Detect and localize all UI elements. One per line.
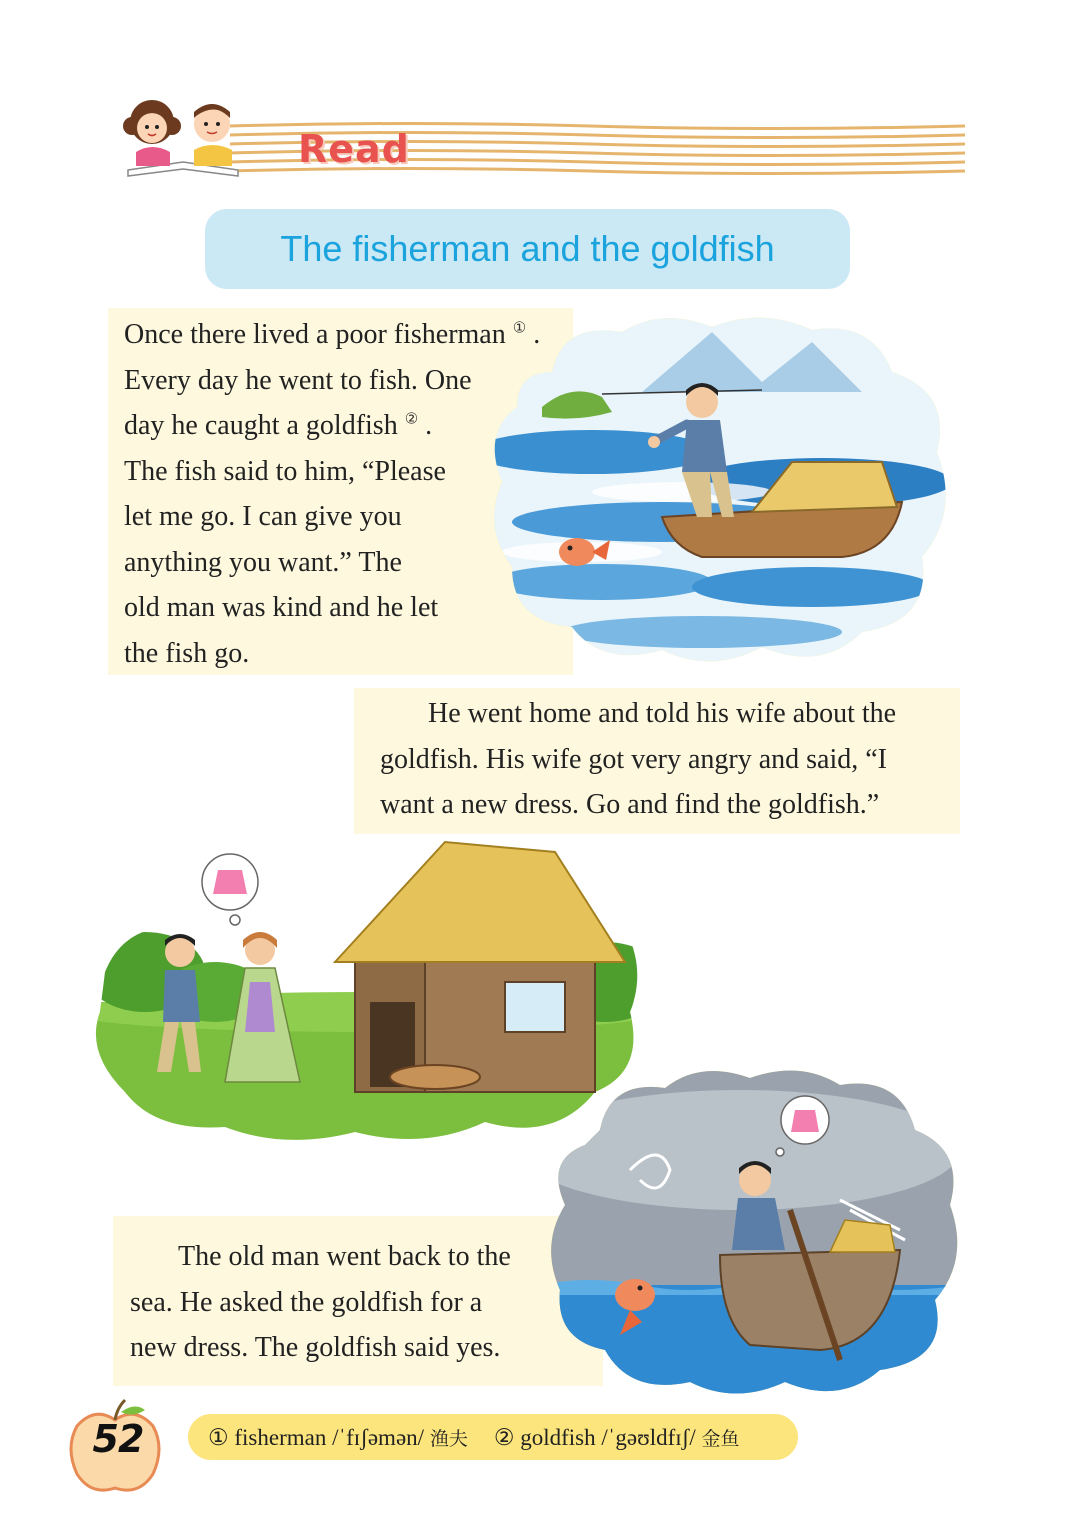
paragraph-2: [380, 691, 960, 828]
paragraph-line: the fish go.: [124, 637, 250, 669]
footnote-mark: ①: [512, 320, 527, 337]
paragraph-line: Once there lived a poor fisherman ① .: [124, 319, 541, 350]
paragraph-line: sea. He asked the goldfish for a: [130, 1286, 483, 1318]
paragraph-line: The old man went back to the: [178, 1241, 511, 1272]
story-title: The fisherman and the goldfish: [280, 228, 775, 269]
paragraph-3: [130, 1234, 580, 1371]
footnote-mark: ②: [404, 411, 419, 428]
paragraph-line: day he caught a goldfish ② .: [124, 410, 433, 441]
paragraph-line: let me go. I can give you: [124, 501, 402, 532]
paragraph-line: anything you want.” The: [124, 546, 402, 578]
fisherman-rowing-to-goldfish-illustration: [540, 1060, 965, 1405]
vocab-entry: ① fisherman /ˈfɪʃəmən/ 渔夫: [208, 1424, 468, 1450]
page-number: 52: [92, 1417, 144, 1461]
story-title-banner: [205, 209, 850, 289]
two-children-reading-icon: [118, 96, 248, 178]
section-title-read: Read: [298, 127, 410, 171]
paragraph-line: The fish said to him, “Please: [124, 455, 446, 487]
paragraph-line: old man was kind and he let: [124, 592, 439, 623]
fisherman-releasing-goldfish-illustration: [482, 312, 957, 670]
vocab-entry: ② goldfish /ˈgəʊldfɪʃ/ 金鱼: [493, 1424, 740, 1450]
paragraph-line: new dress. The goldfish said yes.: [130, 1332, 501, 1363]
paragraph-line: Every day he went to fish. One: [124, 364, 472, 396]
paragraph-line: want a new dress. Go and find the goldfish.”: [380, 789, 880, 820]
vocabulary-bar: [188, 1414, 798, 1460]
paragraph-line: He went home and told his wife about the: [428, 698, 897, 729]
paragraph-line: goldfish. His wife got very angry and said, “I: [380, 743, 887, 775]
